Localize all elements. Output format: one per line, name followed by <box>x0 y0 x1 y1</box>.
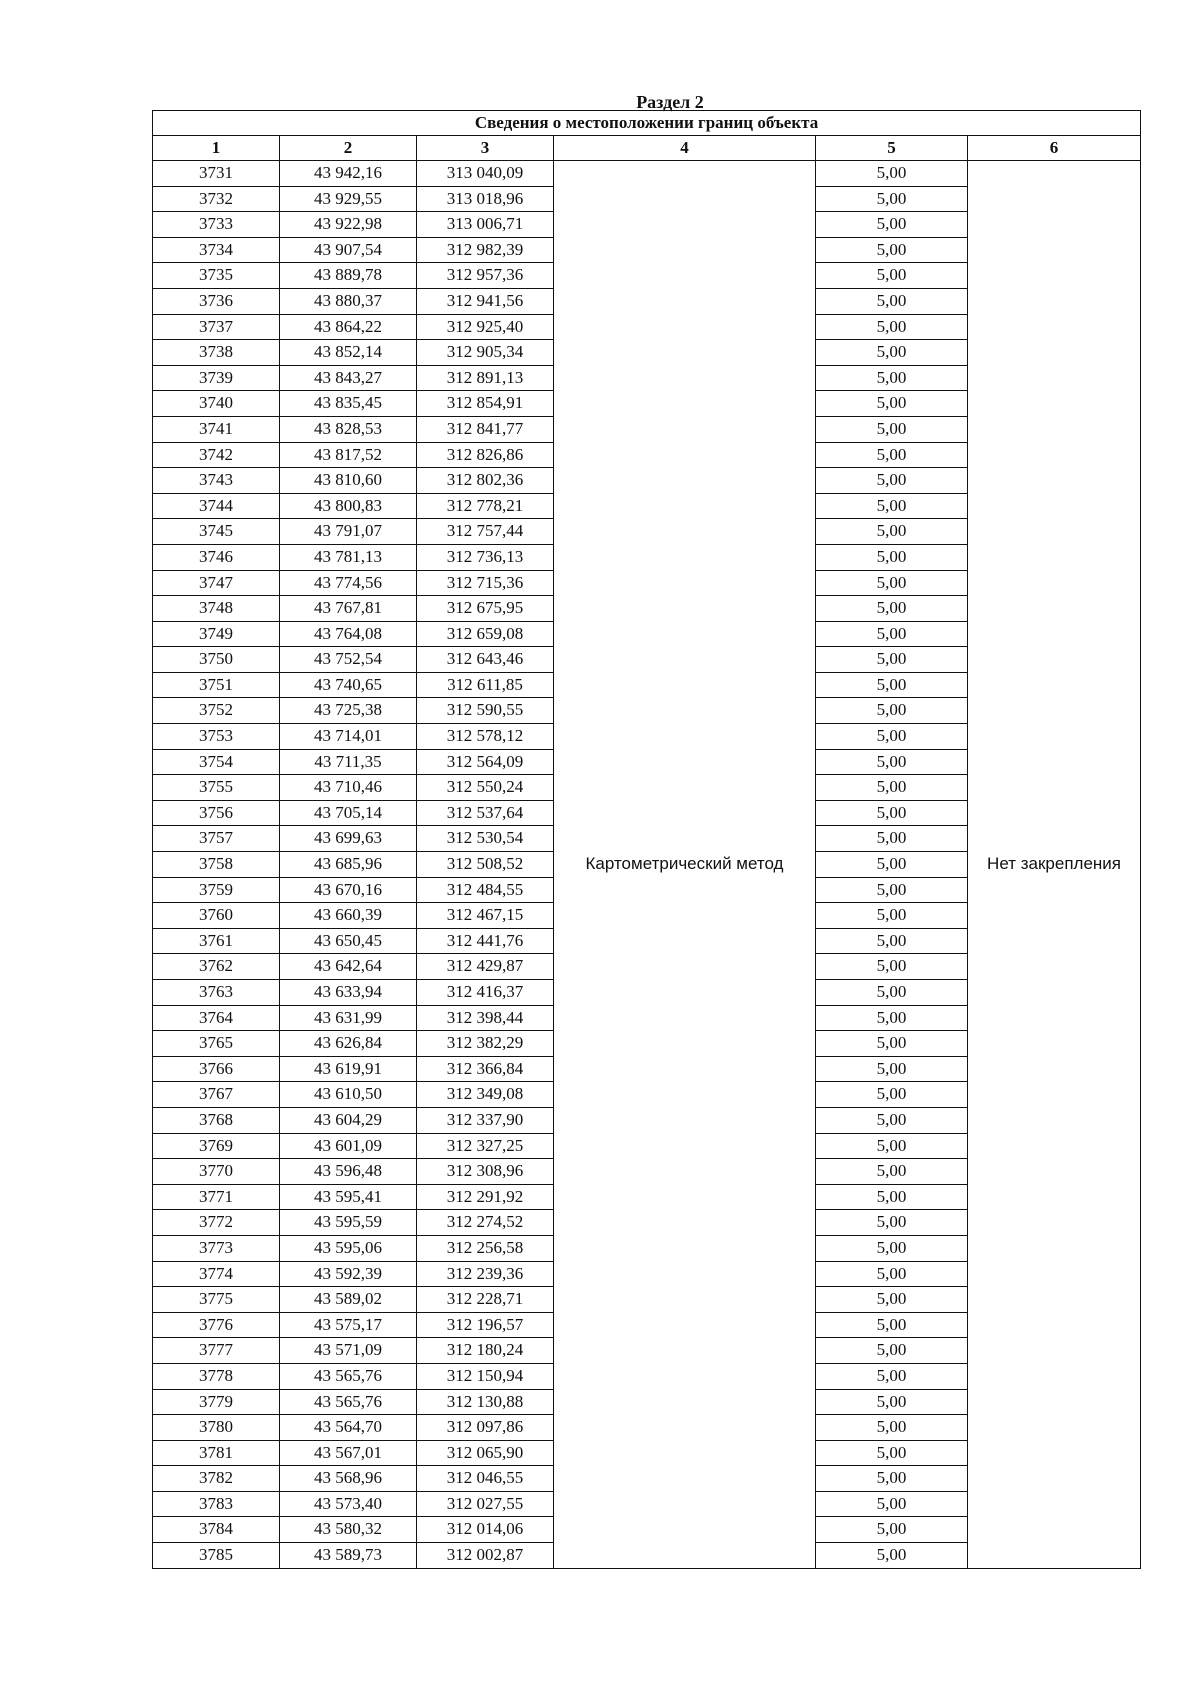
coordinate-x: 43 650,45 <box>280 928 417 954</box>
point-number: 3764 <box>153 1005 280 1031</box>
accuracy-value: 5,00 <box>816 1312 968 1338</box>
coordinate-y: 312 130,88 <box>417 1389 554 1415</box>
column-number: 2 <box>280 136 417 161</box>
accuracy-value: 5,00 <box>816 1415 968 1441</box>
coordinate-y: 312 337,90 <box>417 1107 554 1133</box>
point-number: 3750 <box>153 647 280 673</box>
coordinate-y: 312 564,09 <box>417 749 554 775</box>
coordinate-y: 312 398,44 <box>417 1005 554 1031</box>
accuracy-value: 5,00 <box>816 928 968 954</box>
accuracy-value: 5,00 <box>816 1517 968 1543</box>
coordinate-x: 43 575,17 <box>280 1312 417 1338</box>
point-number: 3769 <box>153 1133 280 1159</box>
table-row <box>153 161 1141 187</box>
point-number: 3751 <box>153 672 280 698</box>
coordinate-x: 43 710,46 <box>280 775 417 801</box>
accuracy-value: 5,00 <box>816 391 968 417</box>
coordinate-y: 312 291,92 <box>417 1184 554 1210</box>
point-number: 3781 <box>153 1440 280 1466</box>
coordinate-y: 312 675,95 <box>417 596 554 622</box>
point-number: 3779 <box>153 1389 280 1415</box>
coordinate-y: 312 382,29 <box>417 1031 554 1057</box>
point-number: 3743 <box>153 468 280 494</box>
coordinate-y: 312 854,91 <box>417 391 554 417</box>
coordinate-x: 43 889,78 <box>280 263 417 289</box>
coordinate-y: 312 957,36 <box>417 263 554 289</box>
column-number: 3 <box>417 136 554 161</box>
point-number: 3755 <box>153 775 280 801</box>
point-number: 3744 <box>153 493 280 519</box>
coordinate-y: 312 027,55 <box>417 1491 554 1517</box>
point-number: 3745 <box>153 519 280 545</box>
accuracy-value: 5,00 <box>816 1184 968 1210</box>
coordinate-y: 312 366,84 <box>417 1056 554 1082</box>
coordinate-y: 312 802,36 <box>417 468 554 494</box>
coordinate-x: 43 633,94 <box>280 980 417 1006</box>
point-number: 3748 <box>153 596 280 622</box>
point-number: 3766 <box>153 1056 280 1082</box>
accuracy-value: 5,00 <box>816 954 968 980</box>
column-number: 5 <box>816 136 968 161</box>
coordinate-y: 312 841,77 <box>417 416 554 442</box>
point-number: 3763 <box>153 980 280 1006</box>
coordinate-x: 43 670,16 <box>280 877 417 903</box>
column-number: 4 <box>554 136 816 161</box>
accuracy-value: 5,00 <box>816 698 968 724</box>
point-number: 3767 <box>153 1082 280 1108</box>
accuracy-value: 5,00 <box>816 749 968 775</box>
accuracy-value: 5,00 <box>816 1031 968 1057</box>
accuracy-value: 5,00 <box>816 596 968 622</box>
coordinate-y: 312 228,71 <box>417 1287 554 1313</box>
coordinate-y: 312 097,86 <box>417 1415 554 1441</box>
accuracy-value: 5,00 <box>816 1159 968 1185</box>
coordinate-y: 312 508,52 <box>417 852 554 878</box>
coordinate-y: 312 014,06 <box>417 1517 554 1543</box>
accuracy-value: 5,00 <box>816 1107 968 1133</box>
coordinate-x: 43 567,01 <box>280 1440 417 1466</box>
accuracy-value: 5,00 <box>816 1338 968 1364</box>
point-number: 3758 <box>153 852 280 878</box>
coordinate-y: 312 643,46 <box>417 647 554 673</box>
coordinate-y: 313 040,09 <box>417 161 554 187</box>
point-number: 3775 <box>153 1287 280 1313</box>
point-number: 3735 <box>153 263 280 289</box>
accuracy-value: 5,00 <box>816 1491 968 1517</box>
point-number: 3749 <box>153 621 280 647</box>
coordinate-y: 312 349,08 <box>417 1082 554 1108</box>
coordinate-x: 43 595,41 <box>280 1184 417 1210</box>
point-number: 3784 <box>153 1517 280 1543</box>
coordinate-x: 43 852,14 <box>280 340 417 366</box>
coordinate-x: 43 601,09 <box>280 1133 417 1159</box>
coordinate-x: 43 589,02 <box>280 1287 417 1313</box>
coordinate-x: 43 631,99 <box>280 1005 417 1031</box>
coordinate-x: 43 774,56 <box>280 570 417 596</box>
coordinate-y: 312 065,90 <box>417 1440 554 1466</box>
point-number: 3741 <box>153 416 280 442</box>
coordinate-y: 312 441,76 <box>417 928 554 954</box>
accuracy-value: 5,00 <box>816 621 968 647</box>
coordinate-x: 43 568,96 <box>280 1466 417 1492</box>
accuracy-value: 5,00 <box>816 1287 968 1313</box>
coordinate-x: 43 740,65 <box>280 672 417 698</box>
point-number: 3754 <box>153 749 280 775</box>
coordinate-y: 312 611,85 <box>417 672 554 698</box>
accuracy-value: 5,00 <box>816 877 968 903</box>
accuracy-value: 5,00 <box>816 288 968 314</box>
coordinate-y: 312 578,12 <box>417 724 554 750</box>
section-title: Раздел 2 <box>636 92 704 112</box>
coordinate-x: 43 610,50 <box>280 1082 417 1108</box>
point-number: 3760 <box>153 903 280 929</box>
accuracy-value: 5,00 <box>816 1210 968 1236</box>
column-number: 6 <box>968 136 1141 161</box>
point-number: 3742 <box>153 442 280 468</box>
point-number: 3733 <box>153 212 280 238</box>
coordinate-y: 312 757,44 <box>417 519 554 545</box>
boundary-table <box>152 110 1141 1569</box>
coordinate-x: 43 660,39 <box>280 903 417 929</box>
coordinate-x: 43 864,22 <box>280 314 417 340</box>
coordinate-y: 312 590,55 <box>417 698 554 724</box>
point-number: 3778 <box>153 1363 280 1389</box>
point-number: 3773 <box>153 1235 280 1261</box>
coordinate-y: 312 891,13 <box>417 365 554 391</box>
accuracy-value: 5,00 <box>816 161 968 187</box>
point-number: 3736 <box>153 288 280 314</box>
coordinate-y: 312 530,54 <box>417 826 554 852</box>
coordinate-x: 43 619,91 <box>280 1056 417 1082</box>
point-number: 3740 <box>153 391 280 417</box>
coordinate-y: 312 715,36 <box>417 570 554 596</box>
accuracy-value: 5,00 <box>816 570 968 596</box>
coordinate-x: 43 714,01 <box>280 724 417 750</box>
coordinate-x: 43 571,09 <box>280 1338 417 1364</box>
coordinate-x: 43 565,76 <box>280 1389 417 1415</box>
coordinate-x: 43 929,55 <box>280 186 417 212</box>
point-number: 3774 <box>153 1261 280 1287</box>
point-number: 3765 <box>153 1031 280 1057</box>
coordinate-y: 312 002,87 <box>417 1543 554 1569</box>
point-number: 3752 <box>153 698 280 724</box>
accuracy-value: 5,00 <box>816 237 968 263</box>
coordinate-x: 43 564,70 <box>280 1415 417 1441</box>
coordinate-x: 43 685,96 <box>280 852 417 878</box>
coordinate-x: 43 711,35 <box>280 749 417 775</box>
accuracy-value: 5,00 <box>816 442 968 468</box>
coordinate-y: 312 274,52 <box>417 1210 554 1236</box>
coordinate-x: 43 843,27 <box>280 365 417 391</box>
coordinate-y: 312 429,87 <box>417 954 554 980</box>
coordinate-y: 312 941,56 <box>417 288 554 314</box>
coordinate-x: 43 705,14 <box>280 800 417 826</box>
point-number: 3770 <box>153 1159 280 1185</box>
accuracy-value: 5,00 <box>816 1466 968 1492</box>
point-number: 3762 <box>153 954 280 980</box>
accuracy-value: 5,00 <box>816 1005 968 1031</box>
coordinate-x: 43 699,63 <box>280 826 417 852</box>
accuracy-value: 5,00 <box>816 468 968 494</box>
coordinate-y: 312 308,96 <box>417 1159 554 1185</box>
coordinate-y: 312 778,21 <box>417 493 554 519</box>
coordinate-x: 43 589,73 <box>280 1543 417 1569</box>
point-number: 3776 <box>153 1312 280 1338</box>
coordinate-x: 43 835,45 <box>280 391 417 417</box>
accuracy-value: 5,00 <box>816 186 968 212</box>
coordinate-x: 43 595,59 <box>280 1210 417 1236</box>
accuracy-value: 5,00 <box>816 340 968 366</box>
accuracy-value: 5,00 <box>816 724 968 750</box>
coordinate-y: 312 467,15 <box>417 903 554 929</box>
accuracy-value: 5,00 <box>816 903 968 929</box>
point-number: 3780 <box>153 1415 280 1441</box>
accuracy-value: 5,00 <box>816 1133 968 1159</box>
coordinate-x: 43 626,84 <box>280 1031 417 1057</box>
coordinate-y: 312 925,40 <box>417 314 554 340</box>
accuracy-value: 5,00 <box>816 980 968 1006</box>
coordinate-y: 312 150,94 <box>417 1363 554 1389</box>
coordinate-x: 43 764,08 <box>280 621 417 647</box>
accuracy-value: 5,00 <box>816 365 968 391</box>
coordinate-y: 312 196,57 <box>417 1312 554 1338</box>
point-number: 3782 <box>153 1466 280 1492</box>
coordinate-y: 312 550,24 <box>417 775 554 801</box>
accuracy-value: 5,00 <box>816 544 968 570</box>
point-number: 3739 <box>153 365 280 391</box>
accuracy-value: 5,00 <box>816 1389 968 1415</box>
coordinate-x: 43 595,06 <box>280 1235 417 1261</box>
coordinate-x: 43 800,83 <box>280 493 417 519</box>
coordinate-y: 312 256,58 <box>417 1235 554 1261</box>
coordinate-x: 43 592,39 <box>280 1261 417 1287</box>
point-number: 3759 <box>153 877 280 903</box>
coordinate-x: 43 580,32 <box>280 1517 417 1543</box>
coordinate-x: 43 752,54 <box>280 647 417 673</box>
coordinate-y: 312 484,55 <box>417 877 554 903</box>
fixing-cell: Нет закрепления <box>968 161 1141 1569</box>
accuracy-value: 5,00 <box>816 212 968 238</box>
point-number: 3757 <box>153 826 280 852</box>
accuracy-value: 5,00 <box>816 314 968 340</box>
accuracy-value: 5,00 <box>816 263 968 289</box>
point-number: 3737 <box>153 314 280 340</box>
coordinate-x: 43 907,54 <box>280 237 417 263</box>
point-number: 3783 <box>153 1491 280 1517</box>
accuracy-value: 5,00 <box>816 1440 968 1466</box>
accuracy-value: 5,00 <box>816 672 968 698</box>
coordinate-x: 43 642,64 <box>280 954 417 980</box>
coordinate-y: 312 982,39 <box>417 237 554 263</box>
coordinate-y: 313 006,71 <box>417 212 554 238</box>
column-number: 1 <box>153 136 280 161</box>
point-number: 3761 <box>153 928 280 954</box>
coordinate-y: 312 416,37 <box>417 980 554 1006</box>
coordinate-y: 312 905,34 <box>417 340 554 366</box>
accuracy-value: 5,00 <box>816 647 968 673</box>
coordinate-y: 312 736,13 <box>417 544 554 570</box>
point-number: 3731 <box>153 161 280 187</box>
point-number: 3785 <box>153 1543 280 1569</box>
accuracy-value: 5,00 <box>816 1543 968 1569</box>
coordinate-x: 43 767,81 <box>280 596 417 622</box>
coordinate-y: 312 659,08 <box>417 621 554 647</box>
accuracy-value: 5,00 <box>816 1056 968 1082</box>
accuracy-value: 5,00 <box>816 493 968 519</box>
accuracy-value: 5,00 <box>816 1082 968 1108</box>
method-cell: Картометрический метод <box>554 161 816 1569</box>
coordinate-x: 43 880,37 <box>280 288 417 314</box>
coordinate-x: 43 922,98 <box>280 212 417 238</box>
coordinate-y: 313 018,96 <box>417 186 554 212</box>
point-number: 3747 <box>153 570 280 596</box>
point-number: 3753 <box>153 724 280 750</box>
table-caption: Сведения о местоположении границ объекта <box>153 111 1141 136</box>
accuracy-value: 5,00 <box>816 800 968 826</box>
coordinate-x: 43 725,38 <box>280 698 417 724</box>
accuracy-value: 5,00 <box>816 775 968 801</box>
point-number: 3734 <box>153 237 280 263</box>
coordinate-x: 43 596,48 <box>280 1159 417 1185</box>
point-number: 3777 <box>153 1338 280 1364</box>
coordinate-x: 43 828,53 <box>280 416 417 442</box>
coordinate-y: 312 826,86 <box>417 442 554 468</box>
table-body <box>153 161 1141 1569</box>
accuracy-value: 5,00 <box>816 416 968 442</box>
coordinate-y: 312 537,64 <box>417 800 554 826</box>
point-number: 3768 <box>153 1107 280 1133</box>
point-number: 3746 <box>153 544 280 570</box>
accuracy-value: 5,00 <box>816 1235 968 1261</box>
accuracy-value: 5,00 <box>816 519 968 545</box>
point-number: 3771 <box>153 1184 280 1210</box>
point-number: 3732 <box>153 186 280 212</box>
coordinate-x: 43 604,29 <box>280 1107 417 1133</box>
accuracy-value: 5,00 <box>816 1363 968 1389</box>
coordinate-x: 43 573,40 <box>280 1491 417 1517</box>
coordinate-x: 43 565,76 <box>280 1363 417 1389</box>
coordinate-y: 312 046,55 <box>417 1466 554 1492</box>
accuracy-value: 5,00 <box>816 1261 968 1287</box>
coordinate-y: 312 180,24 <box>417 1338 554 1364</box>
point-number: 3772 <box>153 1210 280 1236</box>
coordinate-x: 43 817,52 <box>280 442 417 468</box>
coordinate-x: 43 791,07 <box>280 519 417 545</box>
point-number: 3756 <box>153 800 280 826</box>
accuracy-value: 5,00 <box>816 826 968 852</box>
coordinate-y: 312 327,25 <box>417 1133 554 1159</box>
point-number: 3738 <box>153 340 280 366</box>
coordinate-y: 312 239,36 <box>417 1261 554 1287</box>
coordinate-x: 43 942,16 <box>280 161 417 187</box>
accuracy-value: 5,00 <box>816 852 968 878</box>
coordinate-x: 43 781,13 <box>280 544 417 570</box>
coordinate-x: 43 810,60 <box>280 468 417 494</box>
